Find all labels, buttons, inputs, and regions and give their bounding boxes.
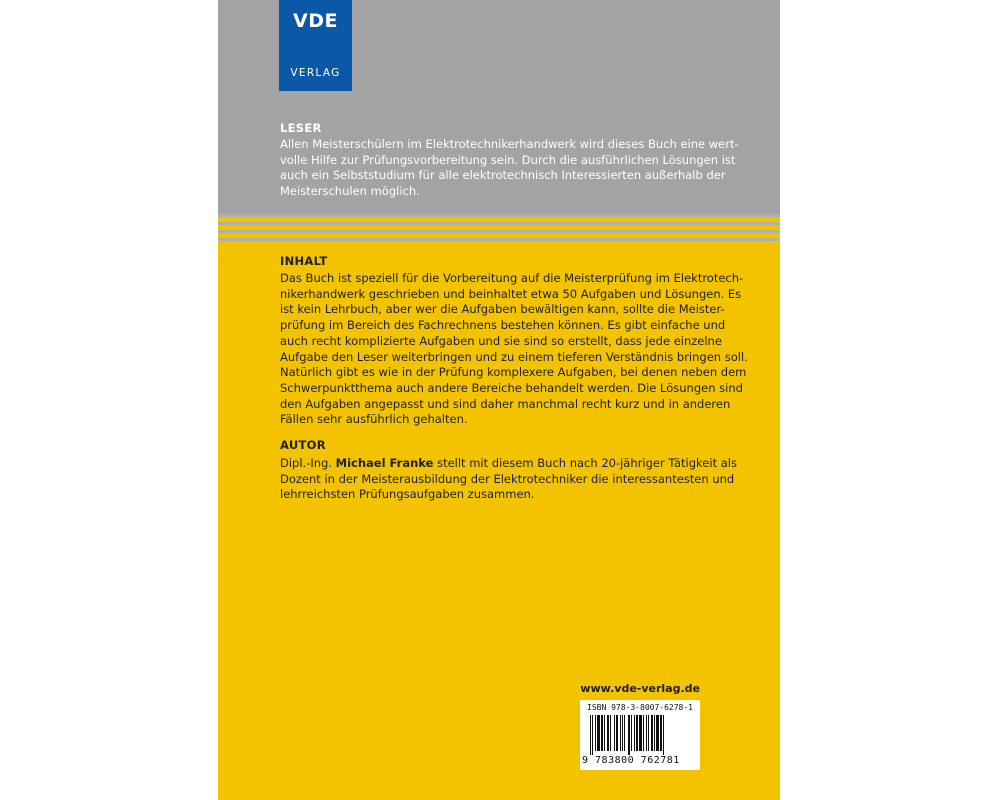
barcode-bar: [595, 715, 596, 751]
barcode-bar: [622, 715, 623, 751]
author-name: Michael Franke: [335, 456, 434, 470]
barcode-bar: [604, 715, 605, 751]
barcode-bar: [639, 715, 642, 751]
leser-paragraph: [280, 137, 740, 200]
divider-stripe: [218, 214, 780, 217]
publisher-website: www.vde-verlag.de: [580, 682, 700, 695]
divider-stripe: [218, 230, 780, 233]
text-line: Fällen sehr ausführlich gehalten.: [280, 412, 468, 427]
barcode-bar: [590, 715, 591, 755]
barcode-bar: [610, 715, 611, 751]
text-line: Schwerpunktthema auch andere Bereiche behandelt werden. Die Lösungen sind: [280, 380, 743, 395]
barcode-bar: [651, 715, 653, 751]
barcode-bar: [636, 715, 638, 751]
author-text: stellt mit diesem Buch nach 20-jähriger Tätigkeit als: [433, 456, 737, 470]
text-line: Aufgabe den Leser weiterbringen und zu einem tieferen Verständnis bringen soll.: [280, 349, 748, 364]
barcode-bar: [663, 715, 664, 755]
barcode-bar: [660, 715, 662, 751]
author-title: Dipl.-Ing.: [280, 456, 336, 470]
text-line: nikerhandwerk geschrieben und beinhaltet etwa 50 Aufgaben und Lösungen. Es: [280, 286, 742, 301]
text-line: Dozent in der Meisterausbildung der Elektrotechniker die interessantesten und: [280, 471, 735, 486]
logo-brand: VDE: [293, 10, 338, 32]
barcode-bar: [607, 715, 609, 751]
text-line: lehrreichsten Prüfungsaufgaben zusammen.: [280, 487, 535, 502]
book-back-cover: [218, 0, 780, 800]
barcode-digits: 9 783800 762781: [582, 755, 680, 766]
text-line: ist kein Lehrbuch, aber wer die Aufgaben bewältigen kann, sollte die Meister-: [280, 302, 725, 317]
text-line: auch ein Selbststudium für alle elektrotechnisch Interessierten außerhalb der: [280, 168, 726, 183]
barcode-bars: [590, 715, 690, 755]
text-line: Meisterschulen möglich.: [280, 184, 420, 199]
text-line: auch recht komplizierte Aufgaben und sie sind so erstellt, dass jede einzelne: [280, 333, 722, 348]
barcode-bar: [643, 715, 644, 751]
barcode-bar: [624, 715, 625, 751]
barcode-bar: [628, 715, 630, 755]
text-line: Das Buch ist speziell für die Vorbereitung auf die Meisterprüfung im Elektrotech-: [280, 271, 744, 285]
barcode-bar: [648, 715, 649, 751]
barcode-bar: [634, 715, 635, 751]
text-line: volle Hilfe zur Prüfungsvorbereitung sein. Durch die ausführlichen Lösungen ist: [280, 152, 736, 167]
barcode-bar: [616, 715, 618, 751]
barcode-bar: [597, 715, 600, 751]
barcode-bar: [654, 715, 655, 751]
vde-verlag-logo: [279, 0, 352, 91]
divider-stripe: [218, 222, 780, 225]
barcode-bar: [620, 715, 621, 751]
barcode-bar: [631, 715, 632, 751]
section-heading-autor: AUTOR: [280, 438, 326, 452]
text-line: Allen Meisterschülern im Elektrotechnikerhandwerk wird dieses Buch eine wert-: [280, 137, 739, 151]
inhalt-paragraph: [280, 271, 748, 428]
isbn-barcode: [580, 700, 700, 770]
text-line: den Aufgaben angepasst und sind daher manchmal recht kurz und in anderen: [280, 396, 731, 411]
section-heading-inhalt: INHALT: [280, 254, 328, 268]
barcode-bar: [614, 715, 615, 751]
barcode-bar: [601, 715, 603, 751]
section-heading-leser: LESER: [280, 121, 322, 135]
text-line: Natürlich gibt es wie in der Prüfung komplexere Aufgaben, bei denen neben dem: [280, 365, 747, 380]
divider-stripe: [218, 238, 780, 241]
text-line: [280, 456, 740, 472]
barcode-bar: [656, 715, 659, 751]
isbn-label: ISBN 978-3-8007-6278-1: [587, 703, 693, 712]
barcode-bar: [646, 715, 647, 751]
autor-paragraph: [280, 456, 740, 503]
logo-subtitle: VERLAG: [290, 67, 341, 79]
text-line: prüfung im Bereich des Fachrechnens bestehen können. Es gibt einfache und: [280, 318, 726, 333]
barcode-bar: [592, 715, 593, 755]
